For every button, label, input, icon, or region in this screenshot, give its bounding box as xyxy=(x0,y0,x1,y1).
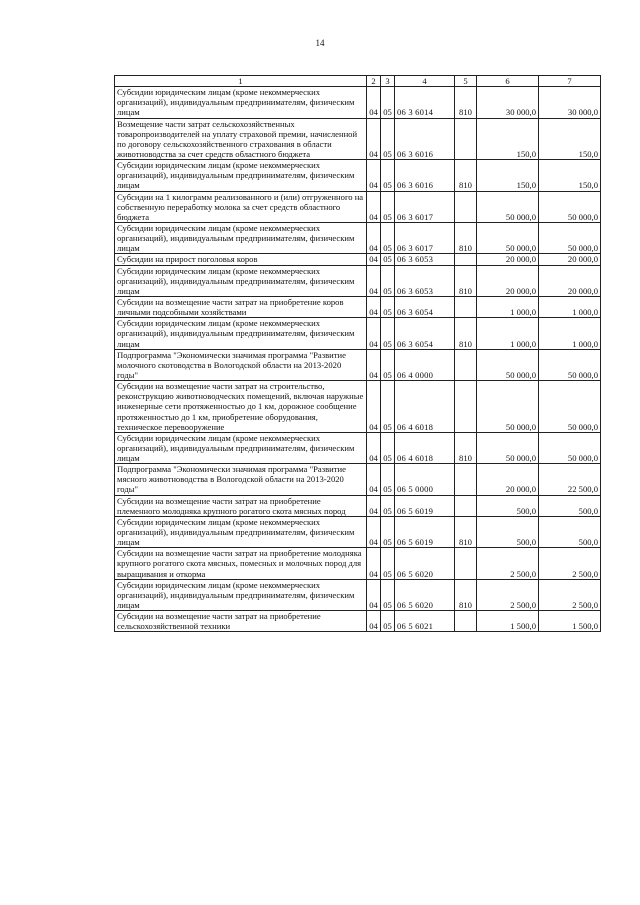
target-article-code: 06 3 6054 xyxy=(395,318,455,349)
table-row xyxy=(115,381,601,433)
amount-year-2: 150,0 xyxy=(539,160,601,191)
amount-year-2: 20 000,0 xyxy=(539,265,601,296)
amount-year-1: 2 500,0 xyxy=(477,548,539,579)
amount-year-1: 50 000,0 xyxy=(477,191,539,222)
amount-year-2: 2 500,0 xyxy=(539,579,601,610)
amount-year-1: 1 000,0 xyxy=(477,318,539,349)
subsection-code: 05 xyxy=(381,118,395,160)
section-code: 04 xyxy=(367,611,381,632)
section-code: 04 xyxy=(367,495,381,516)
amount-year-2: 1 000,0 xyxy=(539,318,601,349)
item-name: Субсидии юридическим лицам (кроме некоммерческих организаций), индивидуальным предпринимателям, физическим лицам xyxy=(115,87,367,118)
expense-type-code xyxy=(455,118,477,160)
table-row xyxy=(115,118,601,160)
subsection-code: 05 xyxy=(381,191,395,222)
expense-type-code: 810 xyxy=(455,222,477,253)
section-code: 04 xyxy=(367,381,381,433)
expense-type-code: 810 xyxy=(455,516,477,547)
subsection-code: 05 xyxy=(381,254,395,265)
section-code: 04 xyxy=(367,87,381,118)
subsection-code: 05 xyxy=(381,296,395,317)
expense-type-code: 810 xyxy=(455,87,477,118)
subsection-code: 05 xyxy=(381,579,395,610)
target-article-code: 06 3 6016 xyxy=(395,118,455,160)
expense-type-code xyxy=(455,464,477,495)
table-row xyxy=(115,516,601,547)
table-row xyxy=(115,548,601,579)
expense-type-code: 810 xyxy=(455,432,477,463)
item-name: Субсидии на возмещение части затрат на приобретение коров личными подсобными хозяйствами xyxy=(115,296,367,317)
target-article-code: 06 4 6018 xyxy=(395,381,455,433)
section-code: 04 xyxy=(367,548,381,579)
subsection-code: 05 xyxy=(381,265,395,296)
subsection-code: 05 xyxy=(381,160,395,191)
target-article-code: 06 3 6054 xyxy=(395,296,455,317)
subsection-code: 05 xyxy=(381,495,395,516)
item-name: Субсидии на возмещение части затрат на строительство, реконструкцию животноводческих помещений, включая наружные инженерные сети протяженностью до 1 км, дорожное сообщение протяженностью до 1 км, приобретение оборудования, техническое перевооружение xyxy=(115,381,367,433)
target-article-code: 06 5 0000 xyxy=(395,464,455,495)
item-name: Возмещение части затрат сельскохозяйственных товаропроизводителей на уплату страховой премии, начисленной по договору сельскохозяйственного страхования в области животноводства за счет средств областного бюджета xyxy=(115,118,367,160)
table-row xyxy=(115,349,601,380)
subsection-code: 05 xyxy=(381,318,395,349)
item-name: Субсидии на возмещение части затрат на приобретение племенного молодняка крупного рогатого скота мясных пород xyxy=(115,495,367,516)
amount-year-1: 20 000,0 xyxy=(477,265,539,296)
table-body xyxy=(115,87,601,632)
header-cell-5: 5 xyxy=(455,76,477,87)
item-name: Субсидии юридическим лицам (кроме некоммерческих организаций), индивидуальным предпринимателям, физическим лицам xyxy=(115,222,367,253)
amount-year-2: 50 000,0 xyxy=(539,381,601,433)
header-row xyxy=(115,76,601,87)
table-row xyxy=(115,464,601,495)
expense-type-code xyxy=(455,548,477,579)
target-article-code: 06 5 6019 xyxy=(395,495,455,516)
amount-year-1: 50 000,0 xyxy=(477,222,539,253)
header-cell-3: 3 xyxy=(381,76,395,87)
section-code: 04 xyxy=(367,296,381,317)
amount-year-2: 20 000,0 xyxy=(539,254,601,265)
amount-year-1: 150,0 xyxy=(477,118,539,160)
expense-type-code: 810 xyxy=(455,579,477,610)
expense-type-code: 810 xyxy=(455,160,477,191)
section-code: 04 xyxy=(367,318,381,349)
header-cell-2: 2 xyxy=(367,76,381,87)
expense-type-code xyxy=(455,495,477,516)
section-code: 04 xyxy=(367,265,381,296)
expense-type-code xyxy=(455,254,477,265)
subsection-code: 05 xyxy=(381,516,395,547)
item-name: Субсидии юридическим лицам (кроме некоммерческих организаций), индивидуальным предпринимателям, физическим лицам xyxy=(115,579,367,610)
amount-year-1: 50 000,0 xyxy=(477,381,539,433)
subsection-code: 05 xyxy=(381,432,395,463)
item-name: Субсидии юридическим лицам (кроме некоммерческих организаций), индивидуальным предпринимателям, физическим лицам xyxy=(115,160,367,191)
item-name: Субсидии на возмещение части затрат на приобретение молодняка крупного рогатого скота мясных, помесных и молочных пород для выращивания и откорма xyxy=(115,548,367,579)
amount-year-1: 1 000,0 xyxy=(477,296,539,317)
amount-year-1: 150,0 xyxy=(477,160,539,191)
section-code: 04 xyxy=(367,579,381,610)
item-name: Субсидии юридическим лицам (кроме некоммерческих организаций), индивидуальным предпринимателям, физическим лицам xyxy=(115,318,367,349)
subsection-code: 05 xyxy=(381,464,395,495)
header-cell-6: 6 xyxy=(477,76,539,87)
amount-year-2: 50 000,0 xyxy=(539,349,601,380)
section-code: 04 xyxy=(367,191,381,222)
section-code: 04 xyxy=(367,118,381,160)
header-cell-1: 1 xyxy=(115,76,367,87)
section-code: 04 xyxy=(367,254,381,265)
item-name: Субсидии на 1 килограмм реализованного и (или) отгруженного на собственную переработку молока за счет средств областного бюджета xyxy=(115,191,367,222)
item-name: Подпрограмма "Экономически значимая программа "Развитие молочного скотоводства в Вологодской области на 2013-2020 годы" xyxy=(115,349,367,380)
amount-year-2: 30 000,0 xyxy=(539,87,601,118)
target-article-code: 06 5 6020 xyxy=(395,579,455,610)
header-cell-7: 7 xyxy=(539,76,601,87)
amount-year-2: 22 500,0 xyxy=(539,464,601,495)
table-row xyxy=(115,87,601,118)
amount-year-1: 30 000,0 xyxy=(477,87,539,118)
table-row xyxy=(115,611,601,632)
expense-type-code xyxy=(455,381,477,433)
table-row xyxy=(115,265,601,296)
amount-year-1: 500,0 xyxy=(477,495,539,516)
table-row xyxy=(115,495,601,516)
amount-year-2: 50 000,0 xyxy=(539,222,601,253)
target-article-code: 06 5 6019 xyxy=(395,516,455,547)
amount-year-1: 2 500,0 xyxy=(477,579,539,610)
subsection-code: 05 xyxy=(381,349,395,380)
section-code: 04 xyxy=(367,516,381,547)
target-article-code: 06 3 6017 xyxy=(395,222,455,253)
target-article-code: 06 4 0000 xyxy=(395,349,455,380)
expense-type-code xyxy=(455,296,477,317)
expense-type-code xyxy=(455,611,477,632)
table-row xyxy=(115,432,601,463)
amount-year-1: 50 000,0 xyxy=(477,432,539,463)
amount-year-2: 50 000,0 xyxy=(539,432,601,463)
subsection-code: 05 xyxy=(381,611,395,632)
item-name: Субсидии на прирост поголовья коров xyxy=(115,254,367,265)
item-name: Субсидии юридическим лицам (кроме некоммерческих организаций), индивидуальным предпринимателям, физическим лицам xyxy=(115,516,367,547)
amount-year-2: 1 000,0 xyxy=(539,296,601,317)
subsection-code: 05 xyxy=(381,87,395,118)
amount-year-2: 50 000,0 xyxy=(539,191,601,222)
section-code: 04 xyxy=(367,222,381,253)
table-row xyxy=(115,579,601,610)
item-name: Подпрограмма "Экономически значимая программа "Развитие мясного животноводства в Вологодской области на 2013-2020 годы" xyxy=(115,464,367,495)
target-article-code: 06 3 6053 xyxy=(395,254,455,265)
amount-year-2: 150,0 xyxy=(539,118,601,160)
amount-year-1: 1 500,0 xyxy=(477,611,539,632)
target-article-code: 06 4 6018 xyxy=(395,432,455,463)
target-article-code: 06 3 6016 xyxy=(395,160,455,191)
item-name: Субсидии юридическим лицам (кроме некоммерческих организаций), индивидуальным предпринимателям, физическим лицам xyxy=(115,432,367,463)
subsection-code: 05 xyxy=(381,222,395,253)
amount-year-1: 500,0 xyxy=(477,516,539,547)
amount-year-2: 2 500,0 xyxy=(539,548,601,579)
subsection-code: 05 xyxy=(381,381,395,433)
section-code: 04 xyxy=(367,432,381,463)
section-code: 04 xyxy=(367,160,381,191)
budget-table xyxy=(114,75,601,632)
section-code: 04 xyxy=(367,464,381,495)
table-row xyxy=(115,222,601,253)
amount-year-1: 20 000,0 xyxy=(477,464,539,495)
item-name: Субсидии юридическим лицам (кроме некоммерческих организаций), индивидуальным предпринимателям, физическим лицам xyxy=(115,265,367,296)
expense-type-code: 810 xyxy=(455,318,477,349)
amount-year-1: 20 000,0 xyxy=(477,254,539,265)
target-article-code: 06 5 6021 xyxy=(395,611,455,632)
item-name: Субсидии на возмещение части затрат на приобретение сельскохозяйственной техники xyxy=(115,611,367,632)
table-row xyxy=(115,254,601,265)
target-article-code: 06 3 6017 xyxy=(395,191,455,222)
table-row xyxy=(115,191,601,222)
expense-type-code xyxy=(455,349,477,380)
header-cell-4: 4 xyxy=(395,76,455,87)
expense-type-code xyxy=(455,191,477,222)
page-number: 14 xyxy=(315,38,325,48)
amount-year-2: 500,0 xyxy=(539,516,601,547)
table-row xyxy=(115,318,601,349)
expense-type-code: 810 xyxy=(455,265,477,296)
amount-year-1: 50 000,0 xyxy=(477,349,539,380)
section-code: 04 xyxy=(367,349,381,380)
target-article-code: 06 5 6020 xyxy=(395,548,455,579)
table-row xyxy=(115,160,601,191)
target-article-code: 06 3 6014 xyxy=(395,87,455,118)
subsection-code: 05 xyxy=(381,548,395,579)
amount-year-2: 500,0 xyxy=(539,495,601,516)
amount-year-2: 1 500,0 xyxy=(539,611,601,632)
table-row xyxy=(115,296,601,317)
target-article-code: 06 3 6053 xyxy=(395,265,455,296)
